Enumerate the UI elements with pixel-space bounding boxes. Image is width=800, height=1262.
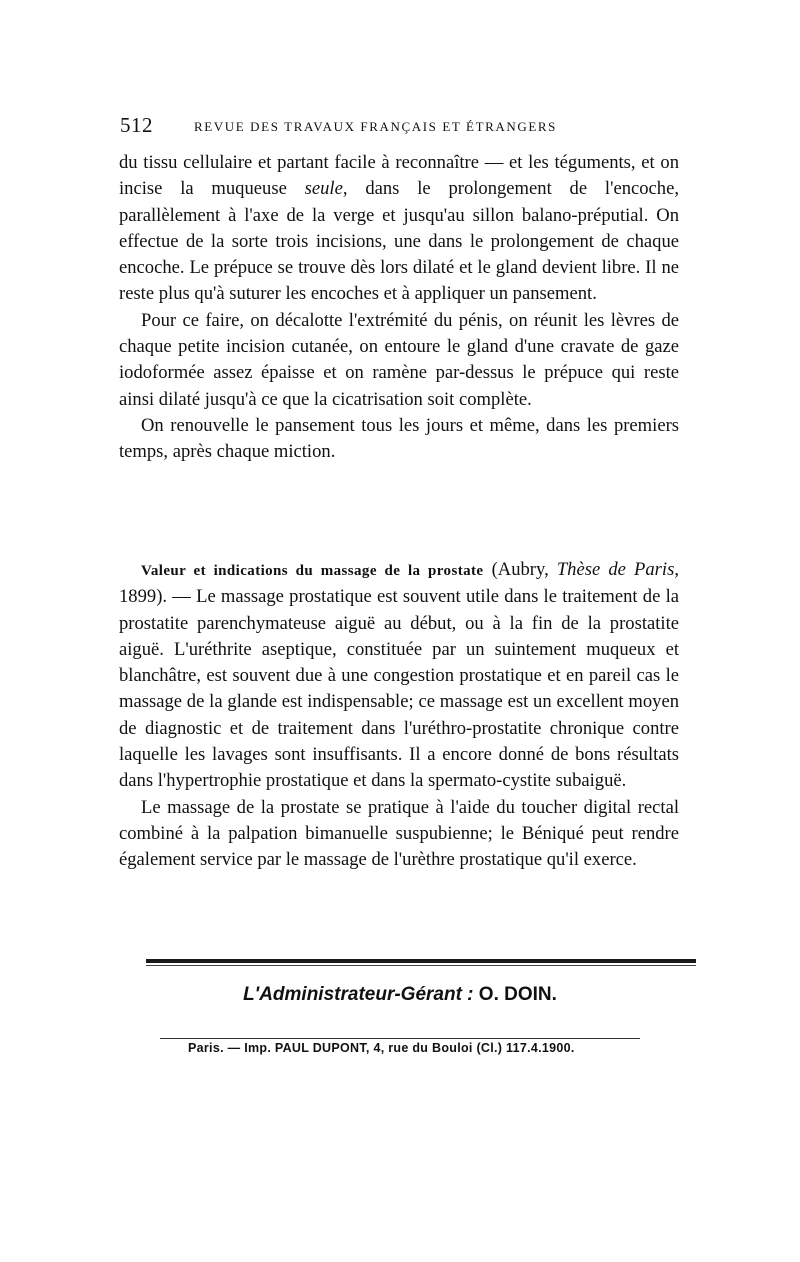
citation-source: Thèse de Paris (556, 559, 675, 580)
section-massage-prostate (119, 557, 679, 874)
running-title: REVUE DES TRAVAUX FRANÇAIS ET ÉTRANGERS (194, 119, 558, 134)
paragraph: On renouvelle le pansement tous les jours et même, dans les premiers temps, après chaque miction. (119, 414, 679, 463)
section-paragraph: Valeur et indications du massage de la prostate (Aubry, Thèse de Paris, 1899). — Le massage prostatique est souvent utile dans le traitement de la prostatite parenchymateuse aiguë au début, ou à la fin de la prostatite aiguë. L'uréthrite aseptique, constituée par un suintement muqueux et blanchâtre, est souvent due à une congestion prostatique et en pareil cas le massage de la glande est indispensable; ce massage est un excellent moyen de diagnostic et de traitement dans l'uréthro-prostatite chronique contre laquelle les lavages sont insuffisants. Il a encore donné de bons résultats dans l'hypertrophie prostatique et dans la spermato-cystite subaiguë. (119, 559, 679, 792)
signature-role: L'Administrateur-Gérant : (243, 984, 474, 1005)
body-text (119, 150, 679, 466)
printer-imprint: Paris. — Imp. PAUL DUPONT, 4, rue du Bouloi (Cl.) 117.4.1900. (188, 1041, 575, 1055)
signature-line (120, 984, 680, 1006)
page-number: 512 (120, 113, 153, 137)
paragraph: du tissu cellulaire et partant facile à reconnaître — et les téguments, et on incise la muqueuse seule, dans le prolongement de l'encoche, parallèlement à l'axe de la verge et jusqu'au sillon balano-préputial. On effectue de la sorte trois incisions, une dans le prolongement de chaque encoche. Le prépuce se trouve dès lors dilaté et le gland devient libre. Il ne reste plus qu'à suturer les encoches et à appliquer un pansement. (119, 152, 679, 305)
paragraph: Le massage de la prostate se pratique à l'aide du toucher digital rectal combiné à la palpation bimanuelle suspubienne; le Béniqué peut rendre également service par le massage de l'urèthre prostatique qu'il exerce. (119, 796, 679, 871)
imprint-rule (160, 1038, 640, 1039)
divider-rule-thin (146, 965, 696, 966)
signature-name: O. DOIN. (473, 984, 557, 1005)
paragraph: Pour ce faire, on décalotte l'extrémité du pénis, on réunit les lèvres de chaque petite incision cutanée, on entoure le gland d'une cravate de gaze iodoformée assez épaisse et on ramène par-dessus le prépuce qui reste ainsi dilaté jusqu'à ce que la cicatrisation soit complète. (119, 309, 679, 410)
page-header (120, 113, 680, 143)
divider-rule (146, 959, 696, 963)
section-title: Valeur et indications du massage de la prostate (141, 563, 484, 579)
